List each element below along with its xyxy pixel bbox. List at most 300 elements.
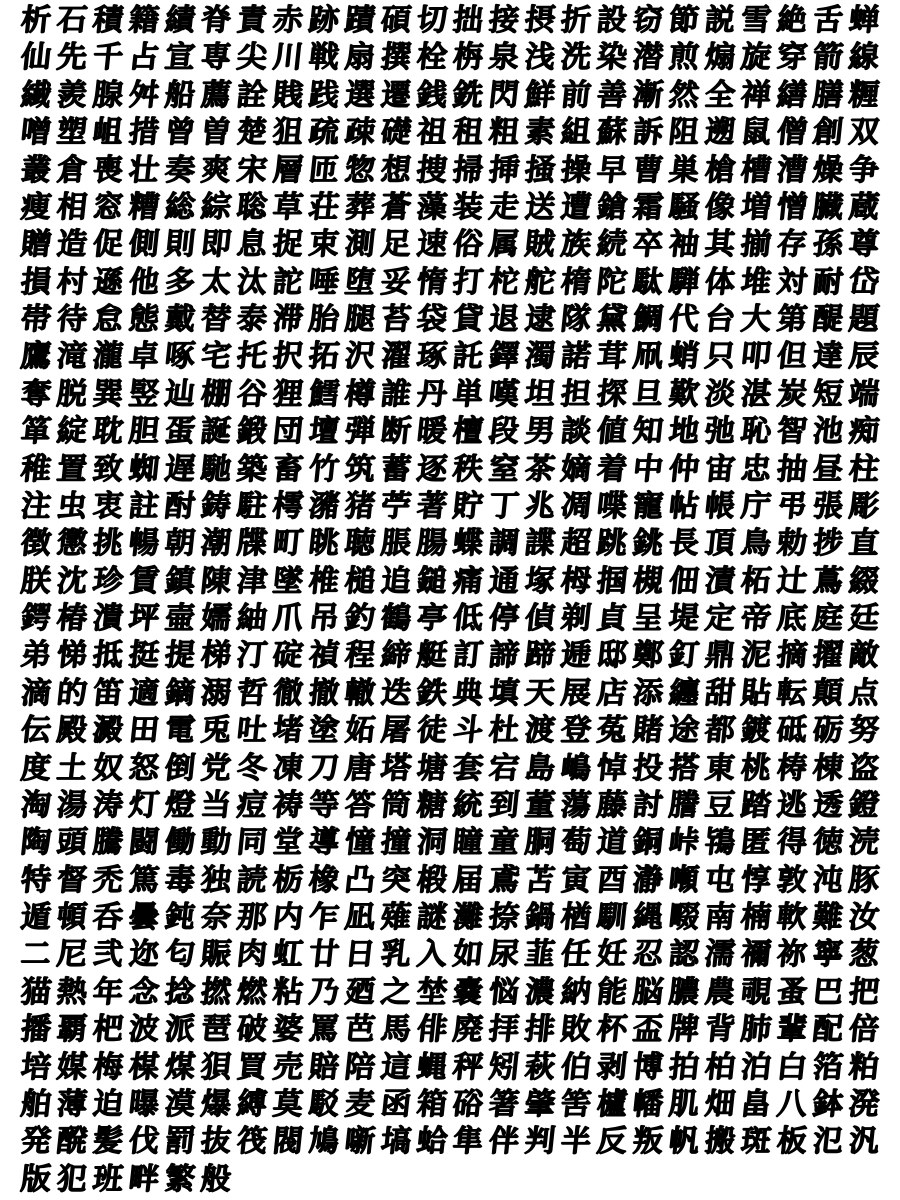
kanji-glyph: 顛 — [811, 675, 845, 711]
kanji-glyph: 板 — [775, 1123, 809, 1159]
kanji-glyph: 卓 — [127, 339, 161, 375]
kanji-glyph: 樽 — [343, 376, 377, 412]
kanji-glyph: 蛸 — [667, 339, 701, 375]
kanji-glyph: 束 — [307, 226, 341, 262]
kanji-glyph: 選 — [343, 77, 377, 113]
kanji-specimen-grid — [18, 2, 882, 1198]
kanji-glyph: 廿 — [307, 937, 341, 973]
kanji-glyph: 担 — [559, 376, 593, 412]
kanji-glyph: 伯 — [559, 1049, 593, 1085]
kanji-glyph: 蚤 — [775, 974, 809, 1010]
kanji-glyph: 樗 — [271, 488, 305, 524]
kanji-glyph: 属 — [487, 226, 521, 262]
kanji-glyph: 積 — [91, 2, 125, 38]
kanji-glyph: 点 — [847, 675, 881, 711]
kanji-glyph: 占 — [127, 40, 161, 76]
kanji-glyph: 村 — [55, 264, 89, 300]
kanji-glyph: 廃 — [451, 1011, 485, 1047]
kanji-glyph: 柘 — [739, 563, 773, 599]
kanji-glyph: 唾 — [307, 264, 341, 300]
kanji-glyph: 逮 — [523, 301, 557, 337]
kanji-glyph: 頓 — [55, 899, 89, 935]
kanji-glyph: 判 — [523, 1123, 557, 1159]
kanji-glyph: 接 — [487, 2, 521, 38]
kanji-glyph: 燃 — [235, 974, 269, 1010]
kanji-glyph: 滞 — [271, 301, 305, 337]
kanji-glyph: 択 — [271, 339, 305, 375]
kanji-glyph: 宋 — [235, 152, 269, 188]
kanji-glyph: 硲 — [451, 1086, 485, 1122]
kanji-glyph: 遷 — [379, 77, 413, 113]
kanji-glyph: 罰 — [163, 1123, 197, 1159]
kanji-glyph: 摘 — [775, 638, 809, 674]
kanji-glyph: 折 — [559, 2, 593, 38]
kanji-glyph: 綻 — [55, 413, 89, 449]
kanji-glyph: 斑 — [739, 1123, 773, 1159]
kanji-glyph: 男 — [523, 413, 557, 449]
kanji-glyph: 腺 — [91, 77, 125, 113]
kanji-glyph: 鳥 — [739, 525, 773, 561]
kanji-glyph: 痘 — [235, 787, 269, 823]
kanji-glyph: 徳 — [811, 824, 845, 860]
kanji-glyph: 萄 — [559, 824, 593, 860]
kanji-glyph: 騨 — [667, 264, 701, 300]
kanji-glyph: 乃 — [307, 974, 341, 1010]
kanji-glyph: 筈 — [559, 1086, 593, 1122]
kanji-glyph: 婆 — [271, 1011, 305, 1047]
kanji-glyph: 祖 — [415, 114, 449, 150]
kanji-glyph: 覇 — [55, 1011, 89, 1047]
kanji-glyph: 掴 — [595, 563, 629, 599]
kanji-glyph: 托 — [235, 339, 269, 375]
kanji-glyph: 壇 — [307, 413, 341, 449]
kanji-glyph: 叢 — [19, 152, 53, 188]
kanji-glyph: 端 — [847, 376, 881, 412]
kanji-glyph: 走 — [487, 189, 521, 225]
kanji-glyph: 奴 — [91, 750, 125, 786]
kanji-glyph: 帆 — [667, 1123, 701, 1159]
kanji-glyph: 鋳 — [199, 488, 233, 524]
kanji-glyph: 寵 — [631, 488, 665, 524]
kanji-glyph: 創 — [811, 114, 845, 150]
kanji-glyph: 禿 — [91, 862, 125, 898]
kanji-glyph: 禅 — [739, 77, 773, 113]
kanji-glyph: 駐 — [235, 488, 269, 524]
kanji-glyph: 倉 — [55, 152, 89, 188]
kanji-glyph: 草 — [271, 189, 305, 225]
kanji-glyph: 破 — [235, 1011, 269, 1047]
kanji-glyph: 畜 — [271, 451, 305, 487]
kanji-glyph: 買 — [235, 1049, 269, 1085]
kanji-glyph: 髪 — [91, 1123, 125, 1159]
kanji-glyph: 憧 — [343, 824, 377, 860]
kanji-glyph: 泥 — [739, 638, 773, 674]
kanji-glyph: 猪 — [343, 488, 377, 524]
kanji-glyph: 蘇 — [595, 114, 629, 150]
kanji-glyph: 抵 — [91, 638, 125, 674]
kanji-glyph: 曽 — [199, 114, 233, 150]
kanji-glyph: 則 — [163, 226, 197, 262]
kanji-glyph: 淘 — [19, 787, 53, 823]
kanji-glyph: 田 — [127, 712, 161, 748]
kanji-glyph: 聴 — [343, 525, 377, 561]
kanji-glyph: 責 — [235, 2, 269, 38]
kanji-glyph: 櫨 — [595, 1086, 629, 1122]
kanji-glyph: 爆 — [199, 1086, 233, 1122]
kanji-glyph: 賎 — [271, 77, 305, 113]
kanji-glyph: 足 — [379, 226, 413, 262]
kanji-glyph: 脳 — [631, 974, 665, 1010]
kanji-glyph: 槻 — [631, 563, 665, 599]
kanji-glyph: 甜 — [703, 675, 737, 711]
kanji-glyph: 擢 — [811, 638, 845, 674]
kanji-glyph: 疏 — [307, 114, 341, 150]
kanji-glyph: 弛 — [703, 413, 737, 449]
kanji-glyph: 恥 — [739, 413, 773, 449]
kanji-glyph: 惣 — [343, 152, 377, 188]
kanji-glyph: 虹 — [271, 937, 305, 973]
kanji-glyph: 苧 — [379, 488, 413, 524]
kanji-glyph: 反 — [595, 1123, 629, 1159]
kanji-glyph: 尊 — [847, 226, 881, 262]
kanji-glyph: 打 — [451, 264, 485, 300]
kanji-glyph: 池 — [811, 413, 845, 449]
kanji-glyph: 唐 — [343, 750, 377, 786]
kanji-glyph: 度 — [19, 750, 53, 786]
kanji-glyph: 農 — [703, 974, 737, 1010]
kanji-glyph: 肇 — [523, 1086, 557, 1122]
kanji-glyph: 屠 — [379, 712, 413, 748]
kanji-glyph: 遭 — [559, 189, 593, 225]
kanji-glyph: 瞳 — [451, 824, 485, 860]
kanji-glyph: 台 — [703, 301, 737, 337]
kanji-glyph: 転 — [775, 675, 809, 711]
kanji-glyph: 罵 — [307, 1011, 341, 1047]
kanji-glyph: 撞 — [379, 824, 413, 860]
kanji-glyph: 撚 — [199, 974, 233, 1010]
kanji-glyph: 嬬 — [199, 600, 233, 636]
kanji-glyph: 熱 — [55, 974, 89, 1010]
kanji-glyph: 噸 — [667, 862, 701, 898]
kanji-glyph: 嫡 — [559, 451, 593, 487]
kanji-glyph: 東 — [703, 750, 737, 786]
kanji-glyph: 舛 — [127, 77, 161, 113]
kanji-glyph: 濁 — [523, 339, 557, 375]
kanji-glyph: 伴 — [487, 1123, 521, 1159]
kanji-glyph: 答 — [343, 787, 377, 823]
kanji-glyph: 栂 — [559, 563, 593, 599]
kanji-glyph: 川 — [271, 40, 305, 76]
kanji-glyph: 朕 — [19, 563, 53, 599]
kanji-glyph: 促 — [91, 226, 125, 262]
kanji-glyph: 退 — [487, 301, 521, 337]
kanji-glyph: 念 — [127, 974, 161, 1010]
kanji-glyph: 節 — [667, 2, 701, 38]
kanji-glyph: 謎 — [415, 899, 449, 935]
kanji-glyph: 佃 — [667, 563, 701, 599]
kanji-glyph: 輩 — [775, 1011, 809, 1047]
kanji-glyph: 探 — [595, 376, 629, 412]
kanji-glyph: 搬 — [703, 1123, 737, 1159]
kanji-glyph: 糟 — [127, 189, 161, 225]
kanji-glyph: 道 — [595, 824, 629, 860]
kanji-glyph: 陀 — [595, 264, 629, 300]
kanji-glyph: 昼 — [811, 451, 845, 487]
kanji-glyph: 等 — [307, 787, 341, 823]
kanji-glyph: 丁 — [487, 488, 521, 524]
kanji-glyph: 軟 — [775, 899, 809, 935]
kanji-glyph: 淡 — [703, 376, 737, 412]
kanji-glyph: 典 — [451, 675, 485, 711]
kanji-glyph: 土 — [55, 750, 89, 786]
kanji-glyph: 槍 — [703, 152, 737, 188]
kanji-glyph: 超 — [559, 525, 593, 561]
kanji-glyph: 悩 — [487, 974, 521, 1010]
kanji-glyph: 入 — [415, 937, 449, 973]
kanji-glyph: 峠 — [667, 824, 701, 860]
kanji-glyph: 楠 — [739, 899, 773, 935]
kanji-glyph: 肌 — [667, 1086, 701, 1122]
kanji-glyph: 脱 — [55, 376, 89, 412]
kanji-glyph: 搭 — [667, 750, 701, 786]
kanji-glyph: 諜 — [523, 525, 557, 561]
kanji-glyph: 嚢 — [451, 974, 485, 1010]
kanji-glyph: 坦 — [523, 376, 557, 412]
kanji-glyph: 濯 — [379, 339, 413, 375]
kanji-glyph: 賃 — [127, 563, 161, 599]
kanji-glyph: 茸 — [595, 339, 629, 375]
kanji-glyph: 切 — [415, 2, 449, 38]
kanji-glyph: 炭 — [775, 376, 809, 412]
kanji-glyph: 暖 — [415, 413, 449, 449]
kanji-glyph: 楢 — [559, 899, 593, 935]
kanji-glyph: 掻 — [523, 152, 557, 188]
kanji-glyph: 韮 — [523, 937, 557, 973]
kanji-glyph: 呈 — [631, 600, 665, 636]
kanji-glyph: 叛 — [631, 1123, 665, 1159]
kanji-glyph: 程 — [343, 638, 377, 674]
kanji-glyph: 銭 — [415, 77, 449, 113]
kanji-glyph: 忠 — [739, 451, 773, 487]
kanji-glyph: 帝 — [739, 600, 773, 636]
kanji-glyph: 旦 — [631, 376, 665, 412]
kanji-glyph: 染 — [595, 40, 629, 76]
kanji-glyph: 単 — [451, 376, 485, 412]
kanji-glyph: 畔 — [127, 1161, 161, 1197]
kanji-glyph: 届 — [451, 862, 485, 898]
kanji-glyph: 註 — [127, 488, 161, 524]
kanji-glyph: 濃 — [523, 974, 557, 1010]
kanji-glyph: 贈 — [19, 226, 53, 262]
kanji-glyph: 煤 — [163, 1049, 197, 1085]
kanji-glyph: 突 — [379, 862, 413, 898]
kanji-glyph: 適 — [127, 675, 161, 711]
kanji-glyph: 盗 — [847, 750, 881, 786]
kanji-glyph: 冬 — [235, 750, 269, 786]
kanji-glyph: 禰 — [739, 937, 773, 973]
kanji-glyph: 巣 — [667, 152, 701, 188]
kanji-glyph: 陪 — [343, 1049, 377, 1085]
kanji-glyph: 造 — [55, 226, 89, 262]
kanji-glyph: 疎 — [343, 114, 377, 150]
kanji-glyph: 羨 — [55, 77, 89, 113]
kanji-glyph: 釘 — [667, 638, 701, 674]
kanji-glyph: 殿 — [55, 712, 89, 748]
kanji-glyph: 着 — [595, 451, 629, 487]
kanji-glyph: 頂 — [703, 525, 737, 561]
kanji-glyph: 党 — [199, 750, 233, 786]
kanji-glyph: 天 — [523, 675, 557, 711]
kanji-glyph: 巽 — [91, 376, 125, 412]
kanji-glyph: 湛 — [739, 376, 773, 412]
kanji-glyph: 凍 — [271, 750, 305, 786]
kanji-glyph: 砺 — [811, 712, 845, 748]
kanji-glyph: 寅 — [559, 862, 593, 898]
kanji-glyph: 箸 — [487, 1086, 521, 1122]
kanji-glyph: 埜 — [415, 974, 449, 1010]
kanji-glyph: 低 — [451, 600, 485, 636]
kanji-glyph: 透 — [811, 787, 845, 823]
kanji-glyph: 討 — [631, 787, 665, 823]
kanji-glyph: 鍋 — [523, 899, 557, 935]
kanji-glyph: 展 — [559, 675, 593, 711]
kanji-glyph: 薙 — [379, 899, 413, 935]
kanji-glyph: 媒 — [55, 1049, 89, 1085]
kanji-glyph: 湯 — [55, 787, 89, 823]
kanji-glyph: 赤 — [271, 2, 305, 38]
kanji-glyph: 代 — [667, 301, 701, 337]
kanji-glyph: 鳩 — [307, 1123, 341, 1159]
kanji-glyph: 辰 — [847, 339, 881, 375]
kanji-glyph: 只 — [703, 339, 737, 375]
kanji-glyph: 卒 — [631, 226, 665, 262]
kanji-glyph: 竪 — [127, 376, 161, 412]
kanji-glyph: 碇 — [271, 638, 305, 674]
kanji-glyph: 対 — [775, 264, 809, 300]
kanji-glyph: 鄭 — [631, 638, 665, 674]
kanji-glyph: 珍 — [91, 563, 125, 599]
kanji-glyph: 俳 — [415, 1011, 449, 1047]
kanji-glyph: 爽 — [199, 152, 233, 188]
kanji-glyph: 犯 — [55, 1161, 89, 1197]
kanji-glyph: 排 — [523, 1011, 557, 1047]
kanji-glyph: 潮 — [199, 525, 233, 561]
kanji-glyph: 蕩 — [559, 787, 593, 823]
kanji-glyph: 渡 — [523, 712, 557, 748]
kanji-glyph: 如 — [451, 937, 485, 973]
kanji-glyph: 汝 — [847, 899, 881, 935]
kanji-glyph: 直 — [847, 525, 881, 561]
kanji-glyph: 設 — [595, 2, 629, 38]
kanji-glyph: 庁 — [739, 488, 773, 524]
kanji-glyph: 背 — [703, 1011, 737, 1047]
kanji-glyph: 町 — [271, 525, 305, 561]
kanji-glyph: 八 — [775, 1086, 809, 1122]
kanji-glyph: 墜 — [271, 563, 305, 599]
kanji-glyph: 坪 — [127, 600, 161, 636]
kanji-glyph: 雪 — [739, 2, 773, 38]
kanji-glyph: 納 — [559, 974, 593, 1010]
kanji-glyph: 庭 — [811, 600, 845, 636]
kanji-glyph: 邸 — [595, 638, 629, 674]
kanji-glyph: 幡 — [631, 1086, 665, 1122]
kanji-glyph: 瀧 — [91, 339, 125, 375]
kanji-glyph: 牌 — [667, 1011, 701, 1047]
kanji-glyph: 憎 — [775, 189, 809, 225]
kanji-glyph: 葱 — [847, 937, 881, 973]
kanji-glyph: 尖 — [235, 40, 269, 76]
kanji-glyph: 難 — [811, 899, 845, 935]
kanji-glyph: 濡 — [703, 937, 737, 973]
kanji-glyph: 伐 — [127, 1123, 161, 1159]
kanji-glyph: 煽 — [703, 40, 737, 76]
kanji-glyph: 添 — [631, 675, 665, 711]
kanji-glyph: 笛 — [91, 675, 125, 711]
kanji-glyph: 馴 — [595, 899, 629, 935]
kanji-glyph: 歎 — [667, 376, 701, 412]
kanji-glyph: 著 — [415, 488, 449, 524]
kanji-glyph: 轍 — [343, 675, 377, 711]
kanji-glyph: 族 — [559, 226, 593, 262]
kanji-glyph: 蒼 — [379, 189, 413, 225]
kanji-glyph: 怠 — [91, 301, 125, 337]
kanji-glyph: 託 — [451, 339, 485, 375]
kanji-glyph: 灯 — [127, 787, 161, 823]
kanji-glyph: 津 — [235, 563, 269, 599]
kanji-glyph: 脊 — [199, 2, 233, 38]
kanji-glyph: 鍍 — [739, 712, 773, 748]
kanji-glyph: 達 — [811, 339, 845, 375]
kanji-glyph: 措 — [127, 114, 161, 150]
kanji-glyph: 朝 — [163, 525, 197, 561]
kanji-glyph: 箭 — [811, 40, 845, 76]
kanji-glyph: 臓 — [811, 189, 845, 225]
kanji-glyph: 豚 — [847, 862, 881, 898]
kanji-glyph: 秤 — [451, 1049, 485, 1085]
kanji-glyph: 悼 — [595, 750, 629, 786]
kanji-glyph: 像 — [703, 189, 737, 225]
kanji-glyph: 統 — [451, 787, 485, 823]
kanji-glyph: 耽 — [91, 413, 125, 449]
kanji-glyph: 瀦 — [307, 488, 341, 524]
kanji-glyph: 奪 — [19, 376, 53, 412]
kanji-glyph: 伝 — [19, 712, 53, 748]
kanji-glyph: 鱈 — [307, 376, 341, 412]
kanji-glyph: 漸 — [631, 77, 665, 113]
kanji-glyph: 漕 — [775, 152, 809, 188]
kanji-glyph: 祷 — [271, 787, 305, 823]
kanji-glyph: 綴 — [847, 563, 881, 599]
kanji-glyph: 葬 — [343, 189, 377, 225]
kanji-glyph: 塑 — [55, 114, 89, 150]
kanji-glyph: 繁 — [163, 1161, 197, 1197]
kanji-glyph: 前 — [559, 77, 593, 113]
kanji-glyph: 洗 — [559, 40, 593, 76]
kanji-glyph: 存 — [775, 226, 809, 262]
kanji-glyph: 南 — [703, 899, 737, 935]
kanji-glyph: 妊 — [595, 937, 629, 973]
kanji-glyph: 島 — [523, 750, 557, 786]
kanji-glyph: 艇 — [415, 638, 449, 674]
kanji-glyph: 溌 — [847, 1086, 881, 1122]
kanji-glyph: 燥 — [811, 152, 845, 188]
kanji-glyph: 腿 — [343, 301, 377, 337]
kanji-glyph: 柁 — [487, 264, 521, 300]
kanji-glyph: 堵 — [271, 712, 305, 748]
kanji-glyph: 息 — [235, 226, 269, 262]
kanji-glyph: 誕 — [199, 413, 233, 449]
kanji-glyph: 繊 — [19, 77, 53, 113]
